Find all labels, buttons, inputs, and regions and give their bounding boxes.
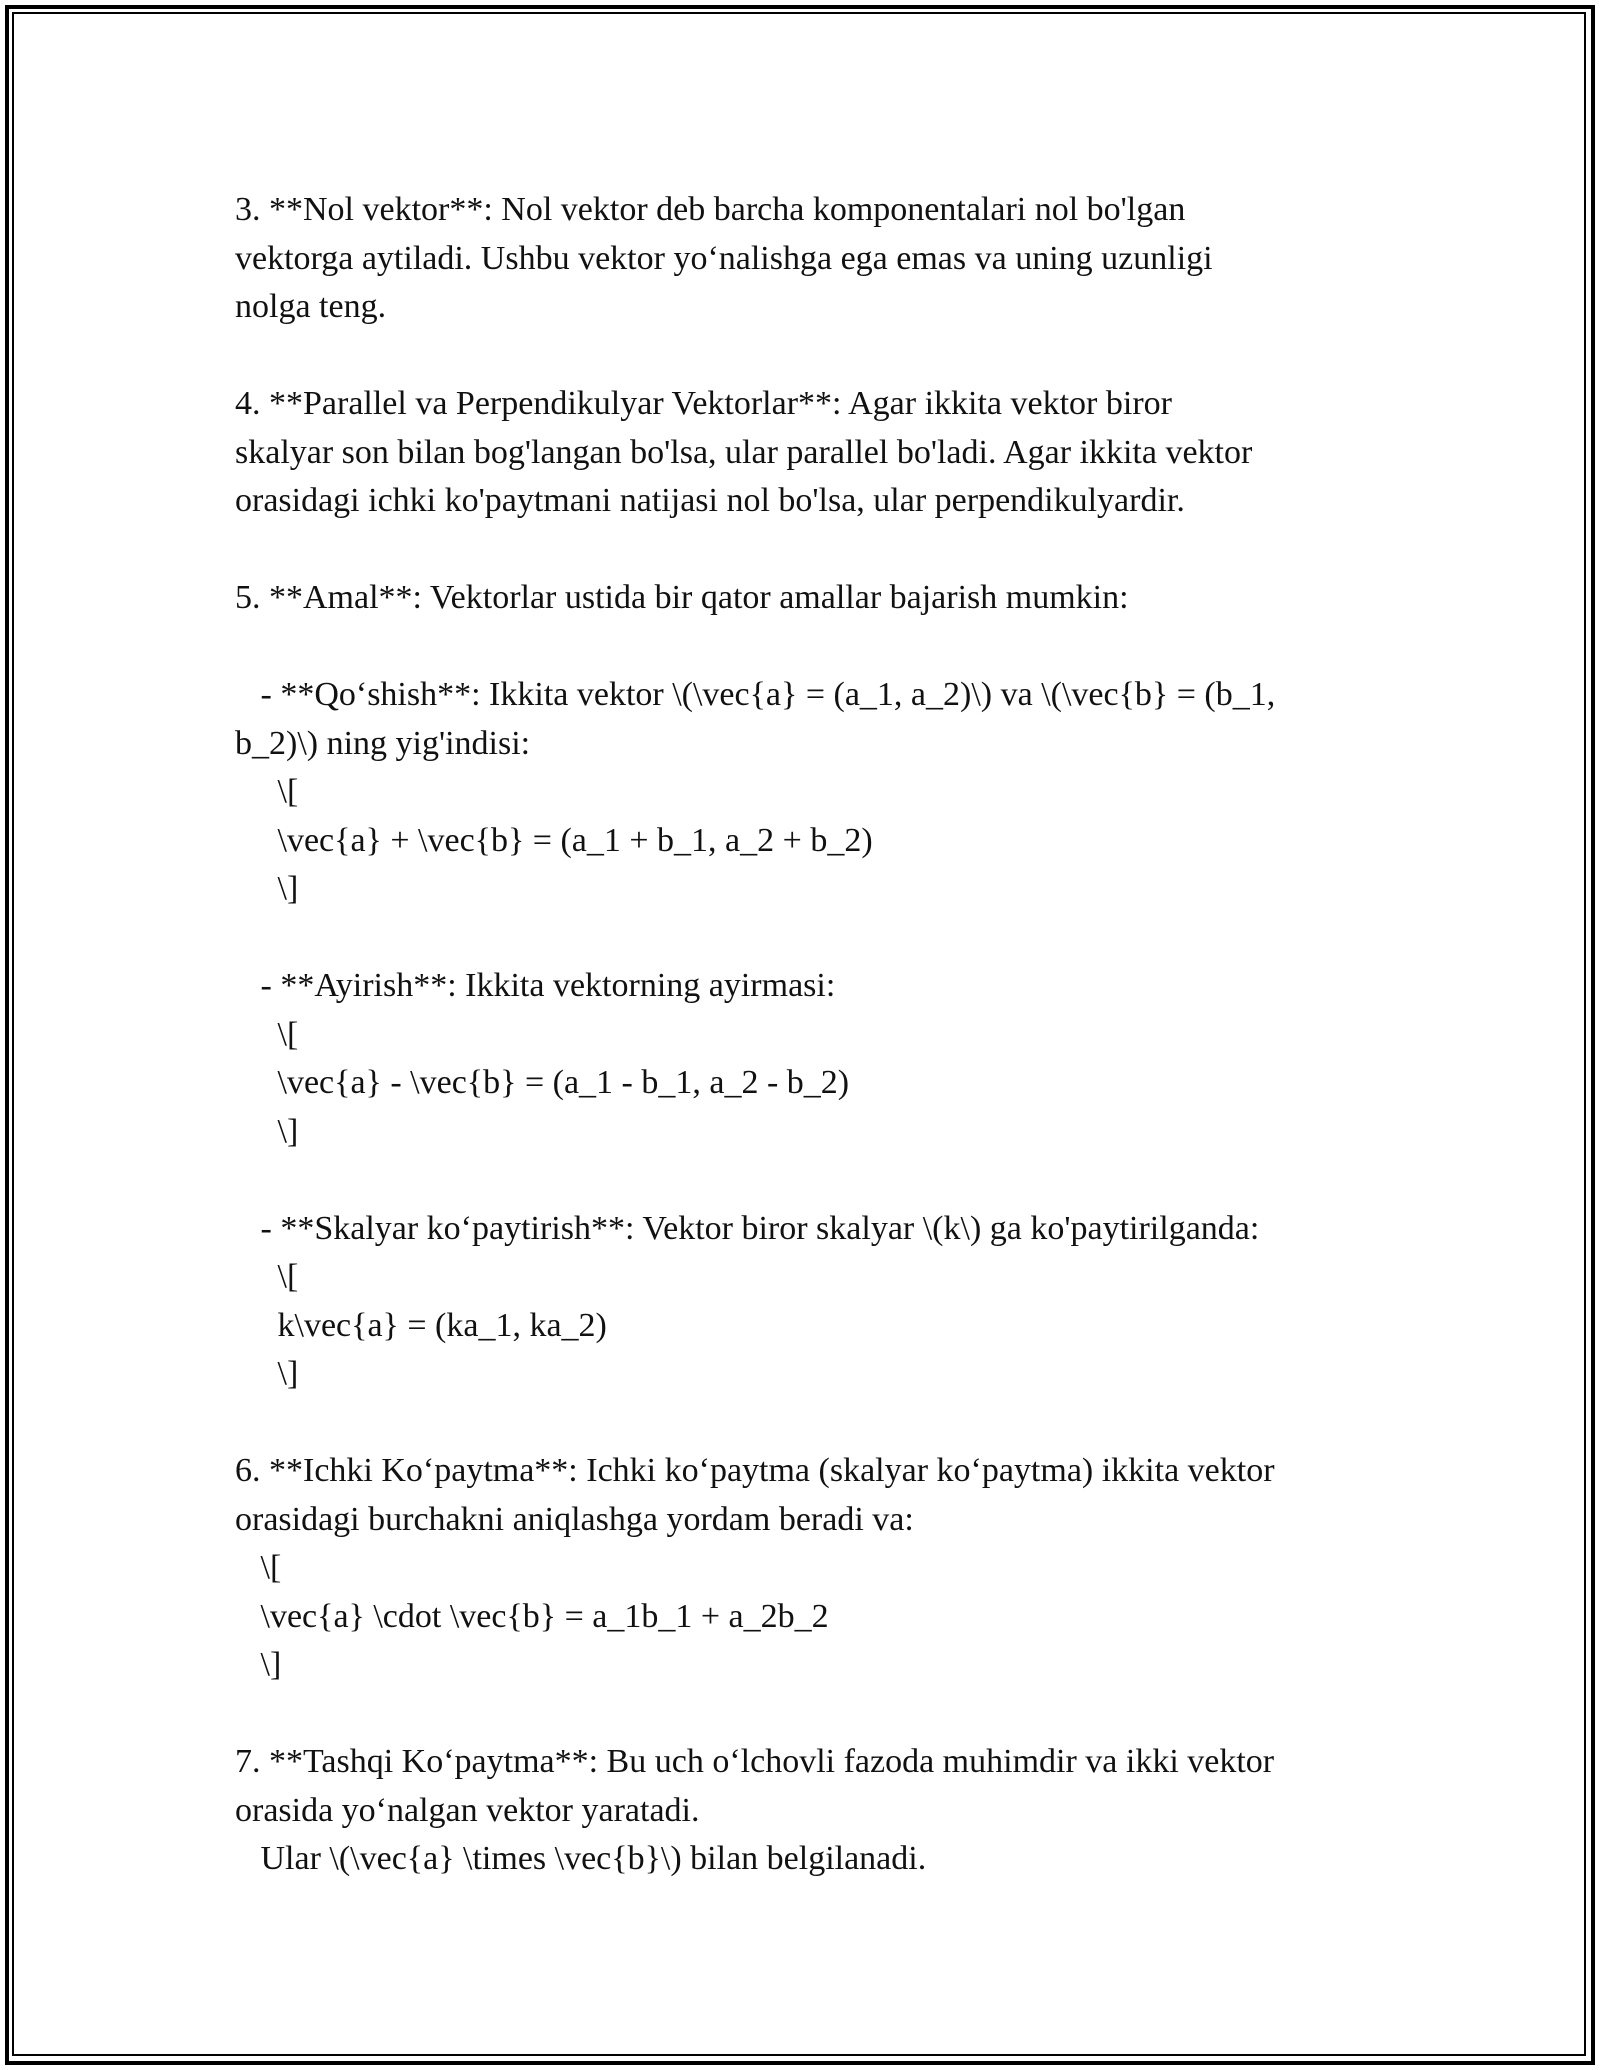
text-line: b_2)\) ning yig'indisi: [235, 724, 531, 762]
text-line: \] [235, 1112, 299, 1150]
text-line: - **Qo‘shish**: Ikkita vektor \(\vec{a} = (a_1, a_2)\) va \(\vec{b} = (b_1, [235, 676, 1276, 713]
text-line: Ular \(\vec{a} \times \vec{b}\) bilan belgilanadi. [235, 1840, 927, 1877]
blank-line [235, 332, 1375, 381]
text-line: \vec{a} - \vec{b} = (a_1 - b_1, a_2 - b_2) [235, 1064, 850, 1101]
text-line: 3. **Nol vektor**: Nol vektor deb barcha komponentalari nol bo'lgan [235, 191, 1186, 228]
text-line: \] [235, 1355, 299, 1392]
text-line: \[ [235, 1258, 299, 1295]
text-line: orasidagi burchakni aniqlashga yordam beradi va: [235, 1500, 914, 1538]
text-line: \[ [235, 1549, 282, 1586]
text-line: nolga teng. [235, 288, 387, 325]
text-line: \[ [235, 773, 299, 810]
text-line: 6. **Ichki Ko‘paytma**: Ichki ko‘paytma (skalyar ko‘paytma) ikkita vektor [235, 1452, 1275, 1489]
blank-line [235, 1690, 1375, 1739]
text-line: \] [235, 870, 299, 907]
blank-line [235, 526, 1375, 575]
text-line: orasida yo‘nalgan vektor yaratadi. [235, 1791, 700, 1829]
document-body [235, 186, 1375, 1884]
text-line: 5. **Amal**: Vektorlar ustida bir qator amallar bajarish mumkin: [235, 579, 1129, 616]
text-line: \] [235, 1646, 282, 1683]
text-line: - **Ayirish**: Ikkita vektorning ayirmasi: [235, 967, 836, 1004]
text-line: \vec{a} + \vec{b} = (a_1 + b_1, a_2 + b_2) [235, 821, 873, 859]
blank-line [235, 623, 1375, 672]
blank-line [235, 1399, 1375, 1448]
text-line: k\vec{a} = (ka_1, ka_2) [235, 1306, 607, 1344]
text-line: 7. **Tashqi Ko‘paytma**: Bu uch o‘lchovli fazoda muhimdir va ikki vektor [235, 1743, 1275, 1780]
blank-line [235, 1156, 1375, 1205]
text-line: \vec{a} \cdot \vec{b} = a_1b_1 + a_2b_2 [235, 1597, 829, 1635]
text-line: orasidagi ichki ko'paytmani natijasi nol bo'lsa, ular perpendikulyardir. [235, 482, 1185, 519]
text-line: \[ [235, 1015, 299, 1053]
text-line: skalyar son bilan bog'langan bo'lsa, ular parallel bo'ladi. Agar ikkita vektor [235, 433, 1253, 471]
text-line: vektorga aytiladi. Ushbu vektor yo‘nalishga ega emas va uning uzunligi [235, 239, 1213, 277]
text-line: - **Skalyar ko‘paytirish**: Vektor biror skalyar \(k\) ga ko'paytirilganda: [235, 1209, 1260, 1247]
text-line: 4. **Parallel va Perpendikulyar Vektorlar**: Agar ikkita vektor biror [235, 385, 1172, 422]
blank-line [235, 914, 1375, 963]
